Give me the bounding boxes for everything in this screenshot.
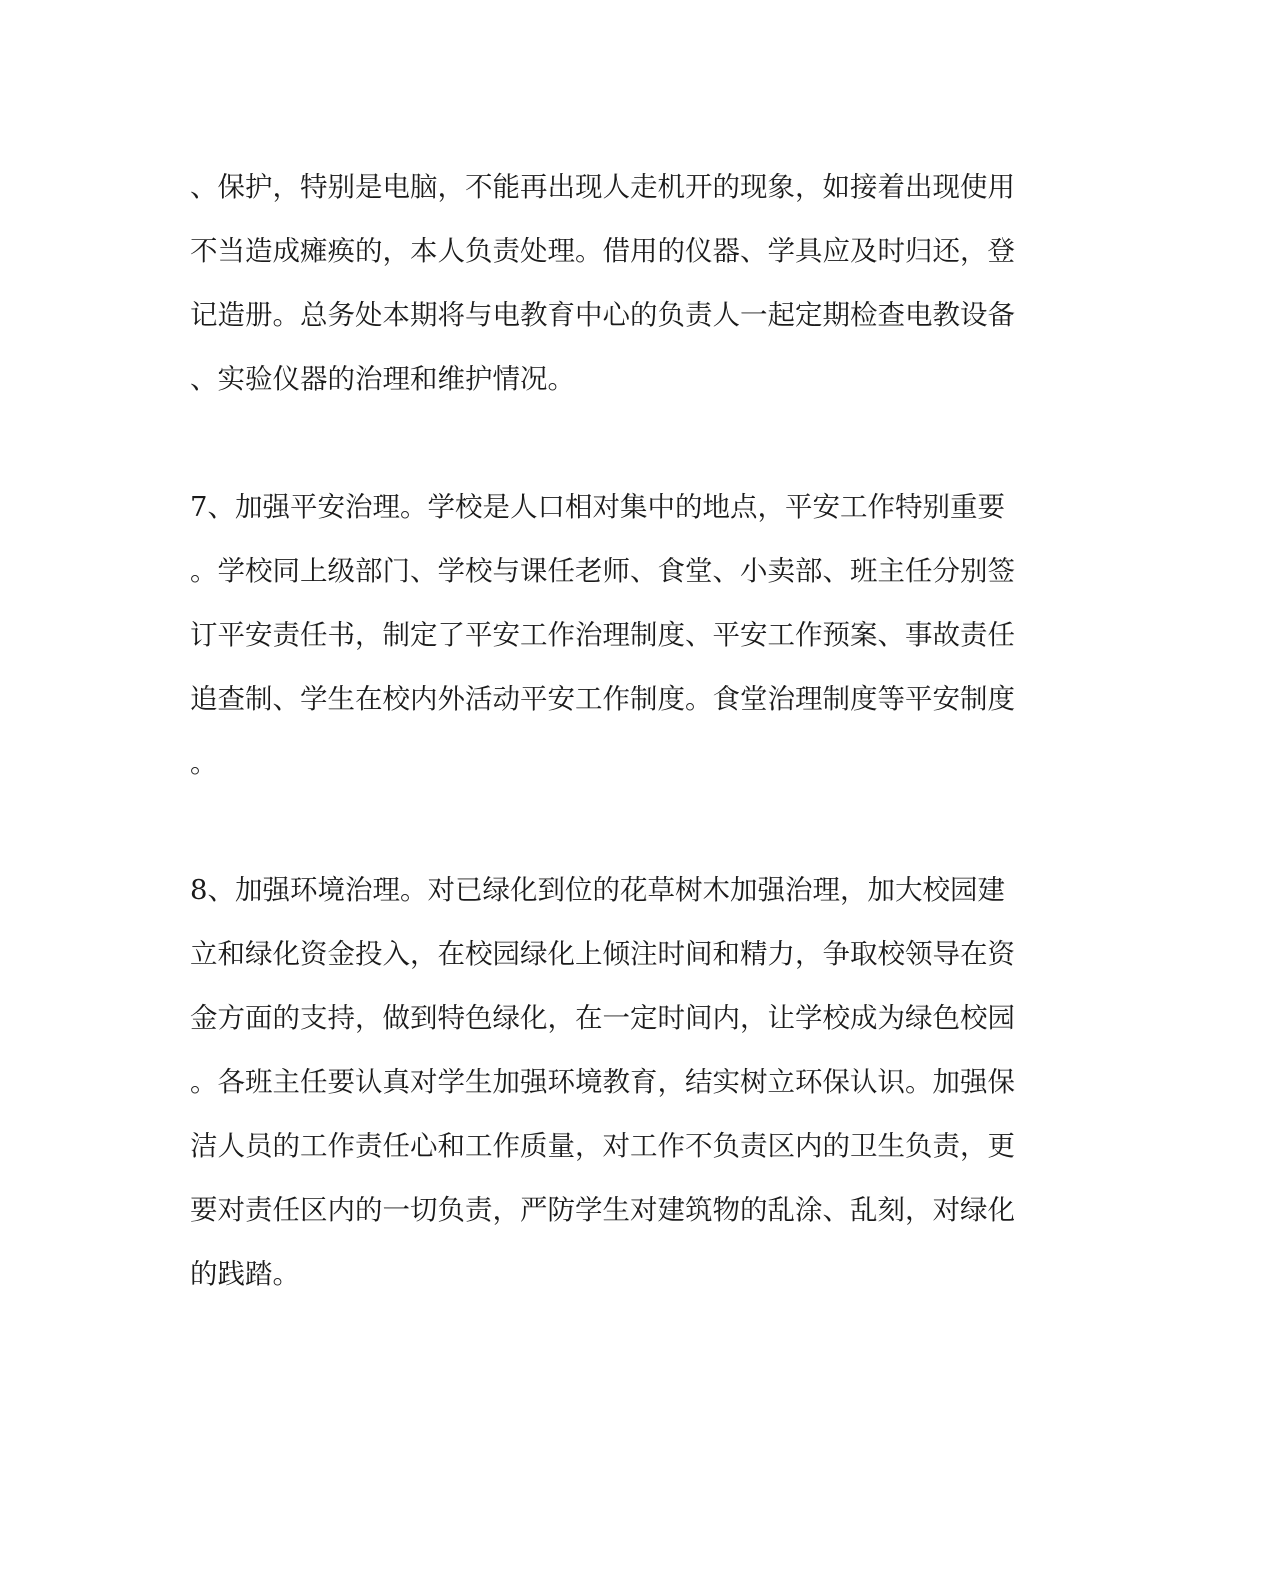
paragraph-equipment-maintenance bbox=[190, 155, 1070, 411]
text-line: 要对责任区内的一切负责，严防学生对建筑物的乱涂、乱刻，对绿化 bbox=[190, 1194, 1015, 1226]
text-line: 、保护，特别是电脑，不能再出现人走机开的现象，如接着出现使用 bbox=[190, 171, 1015, 203]
text-line: 立和绿化资金投入，在校园绿化上倾注时间和精力，争取校领导在资 bbox=[190, 938, 1015, 970]
text-line: 订平安责任书，制定了平安工作治理制度、平安工作预案、事故责任 bbox=[190, 619, 1015, 651]
paragraph-safety-management bbox=[190, 475, 1070, 795]
paragraph-environment-management bbox=[190, 858, 1070, 1306]
text-line: 。各班主任要认真对学生加强环境教育，结实树立环保认识。加强保 bbox=[190, 1066, 1015, 1098]
text-line: 。学校同上级部门、学校与课任老师、食堂、小卖部、班主任分别签 bbox=[190, 555, 1015, 587]
text-line: 洁人员的工作责任心和工作质量，对工作不负责区内的卫生负责，更 bbox=[190, 1130, 1015, 1162]
text-line: 记造册。总务处本期将与电教育中心的负责人一起定期检查电教设备 bbox=[190, 299, 1015, 331]
text-line: 。 bbox=[190, 747, 218, 779]
text-line: 不当造成瘫痪的，本人负责处理。借用的仪器、学具应及时归还，登 bbox=[190, 235, 1015, 267]
text-line: 追查制、学生在校内外活动平安工作制度。食堂治理制度等平安制度 bbox=[190, 683, 1015, 715]
text-line: 的践踏。 bbox=[190, 1258, 300, 1290]
text-line: 8、加强环境治理。对已绿化到位的花草树木加强治理，加大校园建 bbox=[190, 874, 1005, 906]
text-line: 、实验仪器的治理和维护情况。 bbox=[190, 363, 575, 395]
text-line: 7、加强平安治理。学校是人口相对集中的地点，平安工作特别重要 bbox=[190, 491, 1005, 523]
text-line: 金方面的支持，做到特色绿化，在一定时间内，让学校成为绿色校园 bbox=[190, 1002, 1015, 1034]
